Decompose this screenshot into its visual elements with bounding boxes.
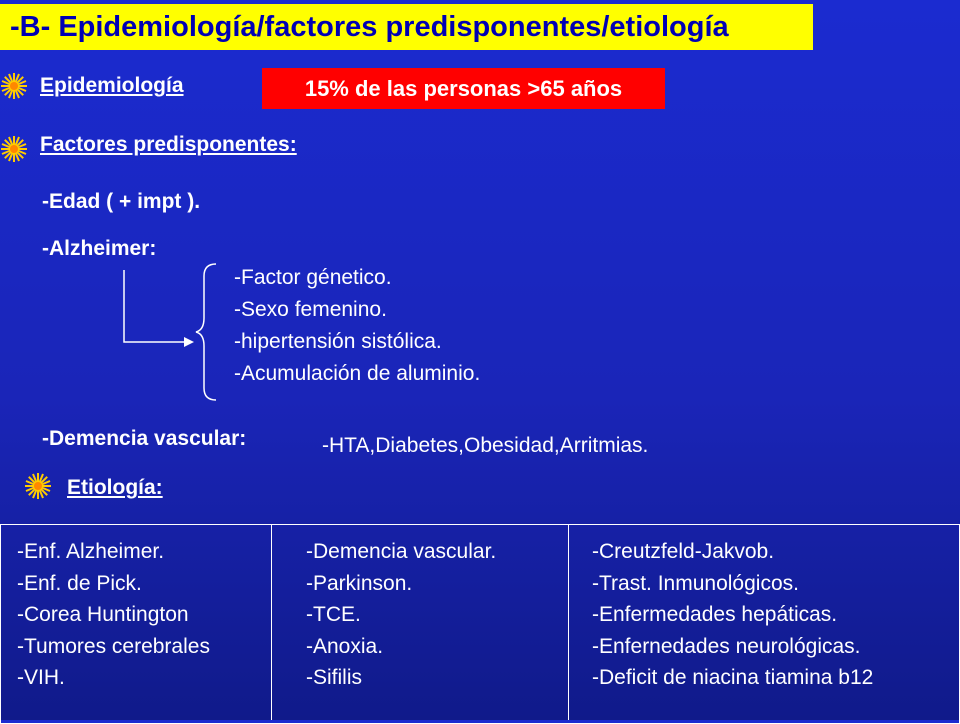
list-item: -Enf. de Pick. <box>17 571 142 595</box>
list-item: -Factor génetico. <box>234 266 392 289</box>
list-item: -Tumores cerebrales <box>17 634 210 658</box>
etiology-heading: Etiología: <box>67 476 163 499</box>
list-item: -Demencia vascular. <box>306 540 497 563</box>
factor-age: -Edad ( + impt ). <box>42 190 201 213</box>
list-item: -Creutzfeld-Jakvob. <box>592 540 775 563</box>
list-item: -Anoxia. <box>306 634 384 658</box>
list-item: -Deficit de niacina tiamina b12 <box>592 666 874 689</box>
list-item: -Enfermedades hepáticas. <box>592 603 838 626</box>
list-item: -Enf. Alzheimer. <box>17 540 165 563</box>
alzheimer-factor-list <box>234 262 480 390</box>
epidemiology-heading: Epidemiología <box>40 74 184 97</box>
sun-burst-icon <box>0 72 28 100</box>
list-item: -Acumulación de aluminio. <box>234 362 481 385</box>
list-item: -Trast. Inmunológicos. <box>592 571 799 595</box>
factor-alzheimer: -Alzheimer: <box>42 237 157 260</box>
prevalence-badge: 15% de las personas >65 años <box>262 68 665 109</box>
list-item: -Corea Huntington <box>17 603 189 626</box>
column-divider <box>271 524 272 720</box>
column-divider <box>568 524 569 720</box>
list-item: -Sexo femenino. <box>234 298 387 321</box>
sun-burst-icon <box>24 472 52 500</box>
factor-vascular: -Demencia vascular: <box>42 427 247 450</box>
left-brace-icon <box>194 262 220 402</box>
sun-burst-icon <box>0 135 28 163</box>
list-item: -TCE. <box>306 603 361 626</box>
etiology-column-1 <box>17 536 210 694</box>
list-item: -Sifilis <box>306 666 362 689</box>
factors-heading: Factores predisponentes: <box>40 133 297 156</box>
etiology-column-3 <box>592 536 873 694</box>
slide-title: -B- Epidemiología/factores predisponentes/etiología <box>10 11 729 43</box>
elbow-arrow-icon <box>118 268 198 350</box>
vascular-factors: -HTA,Diabetes,Obesidad,Arritmias. <box>322 434 649 457</box>
list-item: -Parkinson. <box>306 571 413 595</box>
list-item: -VIH. <box>17 666 65 689</box>
list-item: -hipertensión sistólica. <box>234 330 442 353</box>
list-item: -Enfernedades neurológicas. <box>592 634 861 658</box>
etiology-column-2 <box>306 536 496 694</box>
